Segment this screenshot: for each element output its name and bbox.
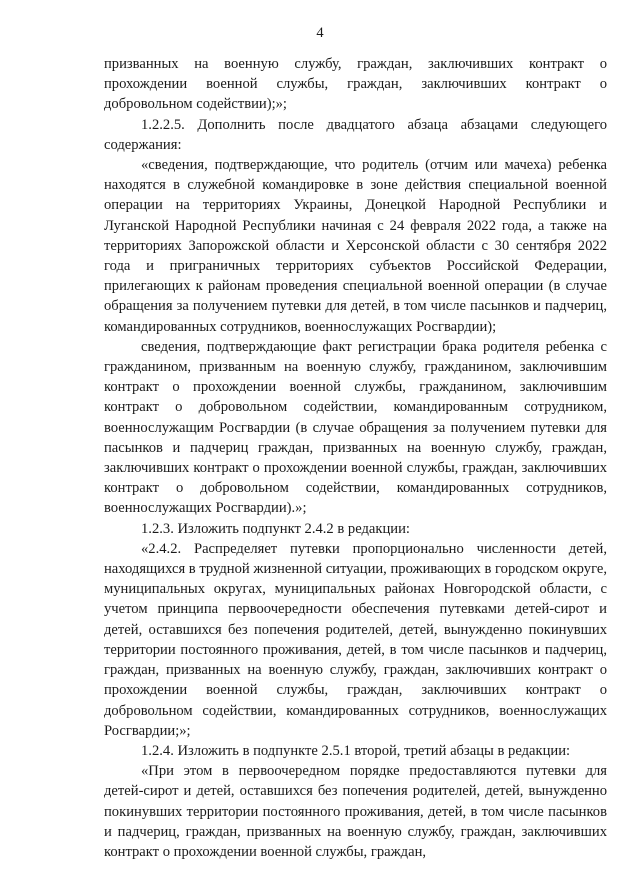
paragraph-priority-provision: «При этом в первоочередном порядке предоставляются путевки для детей-сирот и детей, оставшихся без попечения родителей, детей, вынужденно покинувших территории постоянного проживания, детей, в том числе пасынков и падчериц, граждан, призванных на военную службу, граждан, заключивших контракт о прохождении военной службы, граждан, [104, 763, 607, 860]
paragraph-quote-business-trip: «сведения, подтверждающие, что родитель (отчим или мачеха) ребенка находятся в служебной командировке в зоне действия специальной военной операции на территориях Украины, Донецкой Народной Республики и Луганской Народной Республики начиная с 24 февраля 2022 года, а также на территориях Запорожской области и Херсонской области с 30 сентября 2022 года и приграничных территориях субъектов Российской Федерации, прилегающих к районам проведения специальной военной операции (в случае обращения за получением путевки для детей, в том числе пасынков и падчериц, командированных сотрудников, военнослужащих Росгвардии); [104, 157, 607, 335]
paragraph-1-2-4: 1.2.4. Изложить в подпункте 2.5.1 второй, третий абзацы в редакции: [141, 742, 571, 759]
page-number: 4 [316, 25, 324, 41]
document-body [104, 54, 607, 862]
paragraph-marriage-registration: сведения, подтверждающие факт регистрации брака родителя ребенка с гражданином, призванным на военную службу, гражданином, заключившим контракт о прохождении военной службы, гражданином, заключившим контракт о добровольном содействии, командированным сотрудником, военнослужащим Росгвардии (в случае обращения за получением путевки для пасынков и падчериц граждан, призванных на военную службу, граждан, заключивших контракт о прохождении военной службы, граждан, заключивших контракт о добровольном содействии, командированных сотрудников, военнослужащих Росгвардии).»; [104, 338, 607, 517]
paragraph-2-4-2: «2.4.2. Распределяет путевки пропорционально численности детей, находящихся в трудной жизненной ситуации, проживающих в городском округе, муниципальных округах, муниципальных районах Новгородской области, с учетом принципа первоочередности обеспечения путевками детей-сирот и детей, оставшихся без попечения родителей, детей, вынужденно покинувших территории постоянного проживания, детей, в том числе пасынков и падчериц, граждан, призванных на военную службу, граждан, заключивших контракт о прохождении военной службы, граждан, заключивших контракт о добровольном содействии, командированных сотрудников, военнослужащих Росгвардии;»; [104, 540, 607, 739]
paragraph-1-2-3: 1.2.3. Изложить подпункт 2.4.2 в редакции: [141, 520, 410, 537]
paragraph-1-2-2-5: 1.2.2.5. Дополнить после двадцатого абзаца абзацами следующего содержания: [104, 116, 607, 153]
paragraph-continuation: призванных на военную службу, граждан, заключивших контракт о прохождении военной службы, граждан, заключивших контракт о добровольном содействии);»; [104, 56, 607, 113]
